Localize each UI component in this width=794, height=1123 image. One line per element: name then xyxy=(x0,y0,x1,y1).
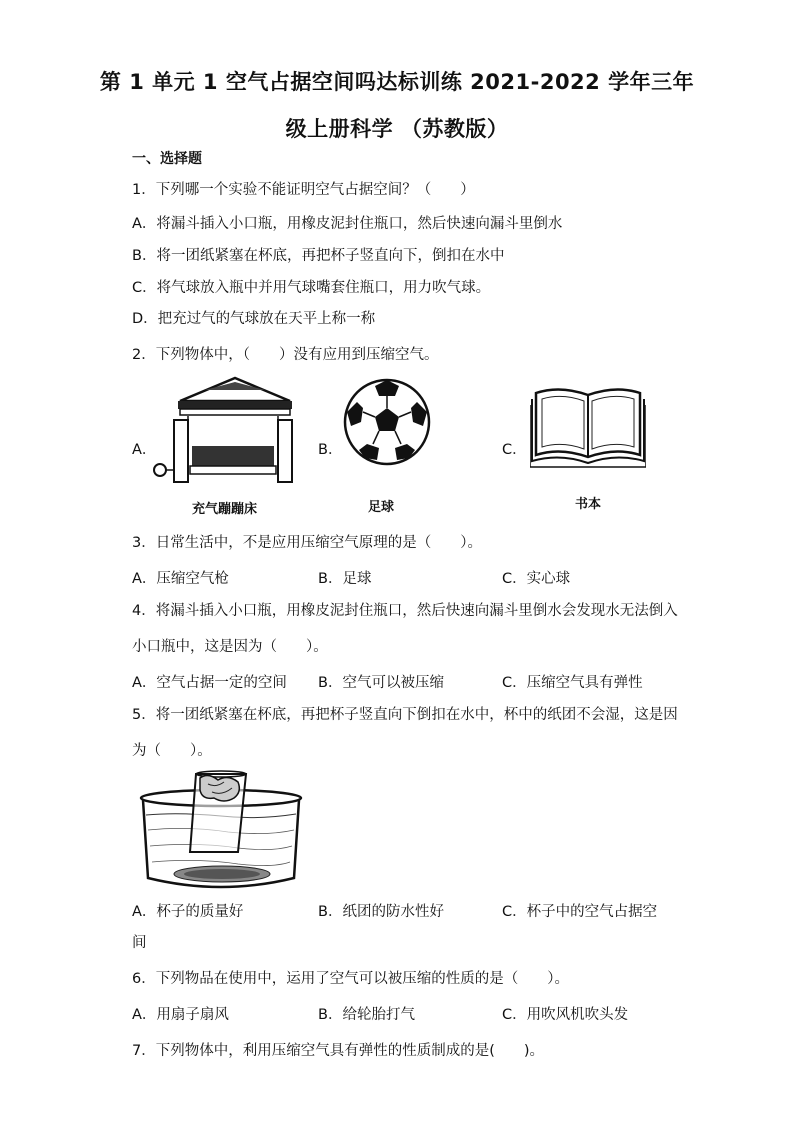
book-image xyxy=(530,385,646,469)
question-4-stem-line-1: 4．将漏斗插入小口瓶，用橡皮泥封住瓶口，然后快速向漏斗里倒水会发现水无法倒入 xyxy=(132,603,678,619)
question-2-stem: 2．下列物体中，（ ）没有应用到压缩空气。 xyxy=(132,347,439,363)
question-5-option-c-wrap: 间 xyxy=(132,935,147,951)
question-1-stem: 1．下列哪一个实验不能证明空气占据空间？（ ） xyxy=(132,182,475,198)
question-6-option-c: C．用吹风机吹头发 xyxy=(502,1007,629,1023)
question-1-option-b: B．将一团纸紧塞在杯底，再把杯子竖直向下，倒扣在水中 xyxy=(132,248,505,264)
question-3-option-c: C．实心球 xyxy=(502,571,571,587)
page-title-line-1: 第 1 单元 1 空气占据空间吗达标训练 2021-2022 学年三年 xyxy=(99,70,695,94)
question-4-option-b: B．空气可以被压缩 xyxy=(318,675,444,691)
section-heading: 一、选择题 xyxy=(132,151,202,167)
question-5-option-b: B．纸团的防水性好 xyxy=(318,904,444,920)
cup-in-water-image xyxy=(138,770,304,894)
question-3-stem: 3．日常生活中，不是应用压缩空气原理的是（ ）。 xyxy=(132,535,482,551)
question-1-option-d: D．把充过气的气球放在天平上称一称 xyxy=(132,311,376,327)
question-7-stem: 7．下列物体中，利用压缩空气具有弹性的性质制成的是( )。 xyxy=(132,1043,545,1059)
caption-football: 足球 xyxy=(368,500,395,515)
question-3-option-a: A．压缩空气枪 xyxy=(132,571,229,587)
question-5-stem-line-2: 为（ ）。 xyxy=(132,743,212,759)
question-4-option-c: C．压缩空气具有弹性 xyxy=(502,675,643,691)
football-image xyxy=(343,378,431,466)
caption-book: 书本 xyxy=(575,497,602,512)
question-6-stem: 6．下列物品在使用中，运用了空气可以被压缩的性质的是（ ）。 xyxy=(132,971,569,987)
trampoline-image xyxy=(150,376,300,488)
question-3-option-b: B．足球 xyxy=(318,571,372,587)
question-2-label-a: A． xyxy=(132,442,157,458)
question-5-option-c: C．杯子中的空气占据空 xyxy=(502,904,658,920)
question-4-option-a: A．空气占据一定的空间 xyxy=(132,675,287,691)
question-5-option-a: A．杯子的质量好 xyxy=(132,904,244,920)
question-4-stem-line-2: 小口瓶中，这是因为（ ）。 xyxy=(132,639,328,655)
question-2-label-c: C． xyxy=(502,442,527,458)
caption-trampoline: 充气蹦蹦床 xyxy=(192,502,258,517)
page-title-line-2: 级上册科学 （苏教版） xyxy=(285,117,509,141)
question-5-stem-line-1: 5．将一团纸紧塞在杯底，再把杯子竖直向下倒扣在水中，杯中的纸团不会湿，这是因 xyxy=(132,707,678,723)
question-1-option-c: C．将气球放入瓶中并用气球嘴套住瓶口，用力吹气球。 xyxy=(132,280,491,296)
question-6-option-a: A．用扇子扇风 xyxy=(132,1007,229,1023)
question-2-label-b: B． xyxy=(318,442,343,458)
question-6-option-b: B．给轮胎打气 xyxy=(318,1007,415,1023)
question-1-option-a: A．将漏斗插入小口瓶，用橡皮泥封住瓶口，然后快速向漏斗里倒水 xyxy=(132,216,563,232)
